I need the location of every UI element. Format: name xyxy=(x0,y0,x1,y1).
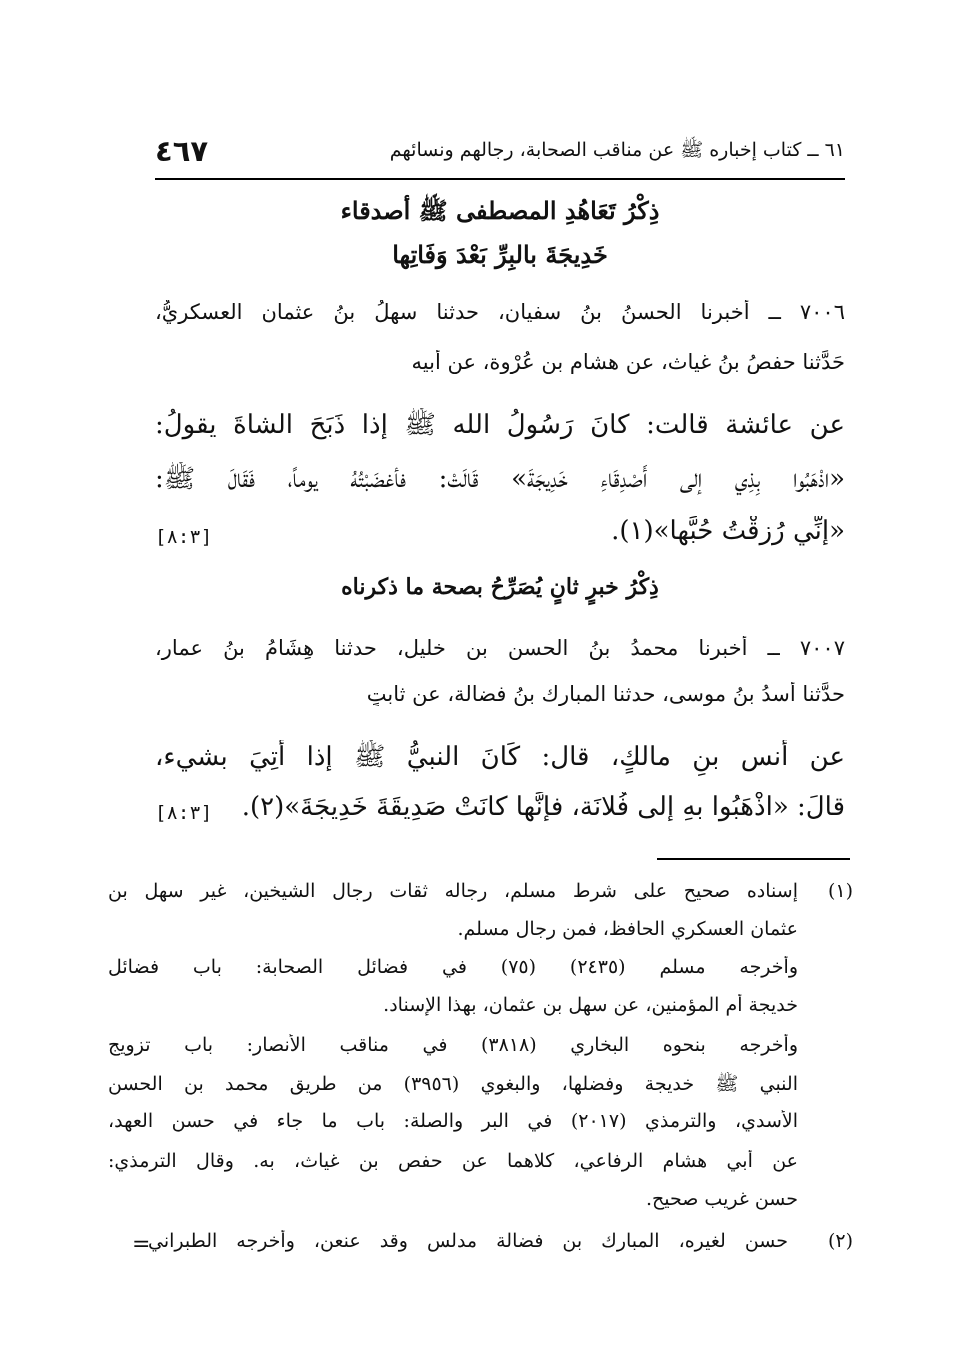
hadith1-isnad-line2: حَدَّثنا حفصُ بنُ غياث، عن هشام بنِ عُرْوة، عن أبيه xyxy=(411,350,845,374)
hadith1-matn-line3: «إنِّي رُزِقْتُ حُبَّها»(١). xyxy=(611,516,845,546)
footnote1-line: إسناده صحيح على شرط مسلم، رجاله ثقات رجال الشيخين، غير سهل بن xyxy=(108,880,798,902)
page-number: ٤٦٧ xyxy=(155,134,209,168)
footnote1-line: خديجة أم المؤمنين، عن سهل بن عثمان، بهذا الإسناد. xyxy=(383,994,798,1016)
hadith2-isnad-line2: حدَّثنا أسدُ بنُ موسى، حدثنا المبارك بنُ فضالة، عن ثابتٍ xyxy=(366,682,845,706)
hadith2-matn-line1: عن أنس بنِ مالكٍ، قال: كَانَ النبيُّ ﷺ إذا أُتِيَ بشيء، xyxy=(155,742,845,772)
hadith1-matn-line1: عن عائشة قالت: كانَ رَسُولُ الله ﷺ إذا ذَبَحَ الشاةَ يقولُ: xyxy=(155,410,845,440)
hadith2-isnad-line1: ٧٠٠٧ ــ أخبرنا محمدُ بنُ الحسن بن خليل، حدثنا هِشَامُ بنُ عمار، xyxy=(155,636,845,660)
footnote1-line: وأخرجه بنحوه البخاري (٣٨١٨) في مناقب الأنصار: باب تزويج xyxy=(108,1034,798,1056)
footnote1-line: عثمان العسكري الحافظ، فمن رجال مسلم. xyxy=(457,918,798,940)
hadith2-matn-line2: قالَ: «اذْهَبُوا بهِ إلى فُلانَة، فإنَّها كانَتْ صَدِيقَةَ خَدِيجَةَ»(٢). xyxy=(241,792,845,822)
footnote-rule xyxy=(657,858,850,860)
hadith1-reference: [٨:٣] xyxy=(155,526,213,548)
running-head: ٦١ ــ كتاب إخباره ﷺ عن مناقب الصحابة، رجالهم ونسائهم xyxy=(389,139,845,161)
section-heading-line2: خَدِيجَةَ بالبِرِّ بَعْدَ وَفَاتِها xyxy=(392,240,608,269)
footnote1-line: عن أبي هشام الرفاعي، كلاهما عن حفص بن غياث، به. وقال الترمذي: xyxy=(108,1150,798,1172)
footnote1-line: الأسدي، والترمذي (٢٠١٧) في البر والصلة: باب ما جاء في حسن العهد، xyxy=(108,1110,798,1132)
footnote1-line: وأخرجه مسلم (٢٤٣٥) (٧٥) في فضائل الصحابة: باب فضائل xyxy=(108,956,798,978)
footnote2-line: حسن لغيره، المبارك بن فضالة مدلس وقد عنعن، وأخرجه الطبراني xyxy=(148,1230,788,1252)
section-heading-line1: ذِكْرُ تَعَاهُدِ المصطفى ﷺ أصدقاء xyxy=(340,196,660,225)
footnote1-line: حسن غريب صحيح. xyxy=(645,1188,798,1210)
hadith1-isnad-line1: ٧٠٠٦ ــ أخبرنا الحسنُ بنُ سفيان، حدثنا سهلُ بنُ عثمان العسكريُّ، xyxy=(155,300,845,324)
page-header xyxy=(155,134,845,178)
hadith1-matn-line2: «اذْهَبُوا بِذِي إلى أَصْدِقَاءِ خَدِيجَةَ» قَالَتْ: فأغضَبْتُهُ يوماً، فَقَالَ ﷺ: xyxy=(155,464,845,494)
header-rule xyxy=(155,178,845,180)
hadith2-reference: [٨:٣] xyxy=(155,802,213,824)
footnote1-marker: (١) xyxy=(827,880,853,902)
footnote2-marker: (٢) xyxy=(827,1230,853,1252)
section2-heading: ذِكْرُ خبرٍ ثانٍ يُصَرِّحُ بصحة ما ذكرناه xyxy=(341,574,659,600)
continuation-mark: = xyxy=(132,1232,151,1257)
footnote1-line: النبي ﷺ خديجة وفضلها، والبغوي (٣٩٥٦) من طريق محمد بن الحسن xyxy=(108,1073,798,1095)
